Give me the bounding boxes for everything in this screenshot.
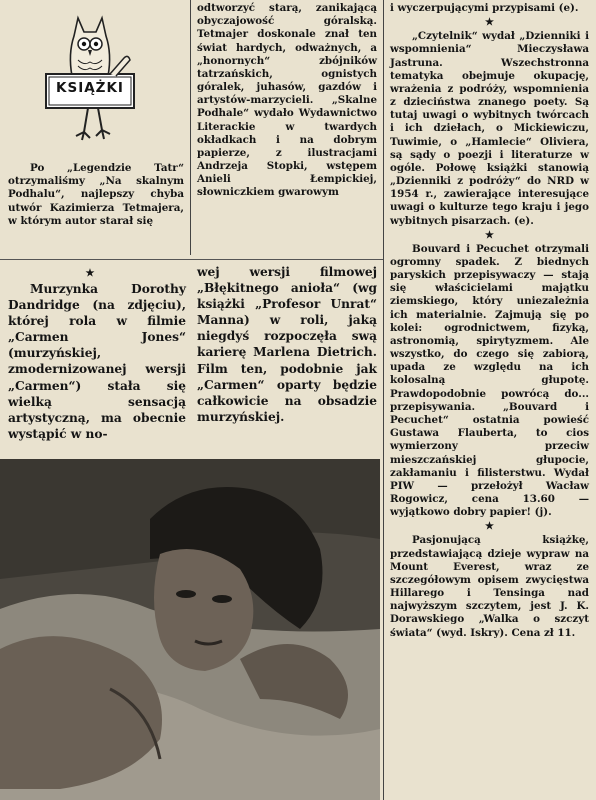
column-divider-1 (190, 0, 191, 255)
everest-paragraph: Pasjonującą książkę, przedstawiającą dzieje wypraw na Mount Everest, wraz ze szczegółowym opisem zwycięstwa Hillarego i Tensinga nad najwyższym szczytem, jest J. K. Dorawskiego „Walka o szczyt świata“ (wyd. Iskry). Cena zł 11. (390, 534, 589, 639)
caption-right-column (197, 264, 377, 425)
star-divider-1: ★ (485, 17, 494, 29)
logo-label: KSIĄŻKI (56, 80, 124, 96)
flaubert-paragraph: Bouvard i Pecuchet otrzymali ogromny spadek. Z biednych paryskich przepisywaczy — stają się właścicielami majątku ziemskiego, który uniezależnia ich materialnie. Zajmują się po kolei: ogrodnictwem, fizyką, astronomią, spirytyzmem. Ale wszystko, do czego się zabiorą, upada ze względu na ich kolosalną głupotę. Prawdopodobnie powrócą do... przepisywania. „Bouvard i Pecuchet“ ostatnia powieść Gustawa Flauberta, to cios wymierzony przeciw mieszczańskiej głupocie, zakłamaniu i filisterstwu. Wydał PIW — przełożył Wacław Rogowicz, cena 13.60 — wyjątkowo dobry papier! (j). (390, 242, 589, 519)
caption-left-column (8, 281, 186, 442)
owl-icon (40, 14, 150, 144)
right-column (390, 2, 589, 640)
intro-column (8, 162, 184, 228)
star-divider-3: ★ (485, 521, 494, 533)
tetmajer-paragraph: odtworzyć starą, zanikającą obyczajowość góralską. Tetmajer doskonale znał ten świat hardych, odważnych, a „honornych“ zbójników tatrzańskich, ognistych góralek, juhasów, gazdów i artystów-marzycieli. „Skalne Podhale“ wydało Wydawnictwo Literackie w twardych okładkach i na dobrym papierze, z ilustracjami Andrzeja Stopki, wstępem Anieli Łempickiej, słowniczkiem gwarowym (197, 2, 377, 199)
tetmajer-column (197, 2, 377, 200)
intro-paragraph: Po „Legendzie Tatr“ otrzymaliśmy „Na skalnym Podhalu“, najlepszy chyba utwór Kazimierza Tetmajera, w którym autor starał się (8, 162, 184, 227)
dorothy-dandridge-photo (0, 459, 380, 800)
caption-left-text: Murzynka Dorothy Dandridge (na zdjęciu), której rola w filmie „Carmen Jones“ (murzyńskiej, zmodernizowanej wersji „Carmen“) stała się wielką sensacją artystyczną, ma obecnie wystąpić w no- (8, 282, 186, 441)
ksiazki-logo (40, 14, 150, 144)
star-divider-2: ★ (485, 229, 494, 241)
section-divider (0, 259, 383, 260)
caption-right-text: wej wersji filmowej „Błękitnego anioła“ (wg książki „Profesor Unrat“ Manna) w roli, jaką niegdyś rozpoczęła swą karierę Marlena Dietrich. Film ten, podobnie jak „Carmen“ oparty będzie całkowicie na obsadzie murzyńskiej. (197, 265, 377, 424)
jastrun-previous-end: i wyczerpującymi przypisami (e). (390, 2, 579, 14)
column-divider-2 (383, 0, 384, 800)
caption-star: ★ (85, 268, 95, 279)
jastrun-paragraph: „Czytelnik“ wydał „Dzienniki i wspomnienia“ Mieczysława Jastruna. Wszechstronna tematyka obejmuje okupację, wrażenia z podróży, wspomnienia z dzieciństwa znanego poety. Są tutaj uwagi o wybitnych twórcach i ich dziełach, o Mickiewiczu, Tuwimie, o „Hamlecie“ Oliviera, są sądy o poezji i literaturze w ogóle. Połowę książki stanowią „Dzienniki z podróży“ do NRD w 1954 r., zawierające interesujące uwagi o kulturze tego kraju i jego wybitnych pisarzach. (e). (390, 30, 589, 227)
